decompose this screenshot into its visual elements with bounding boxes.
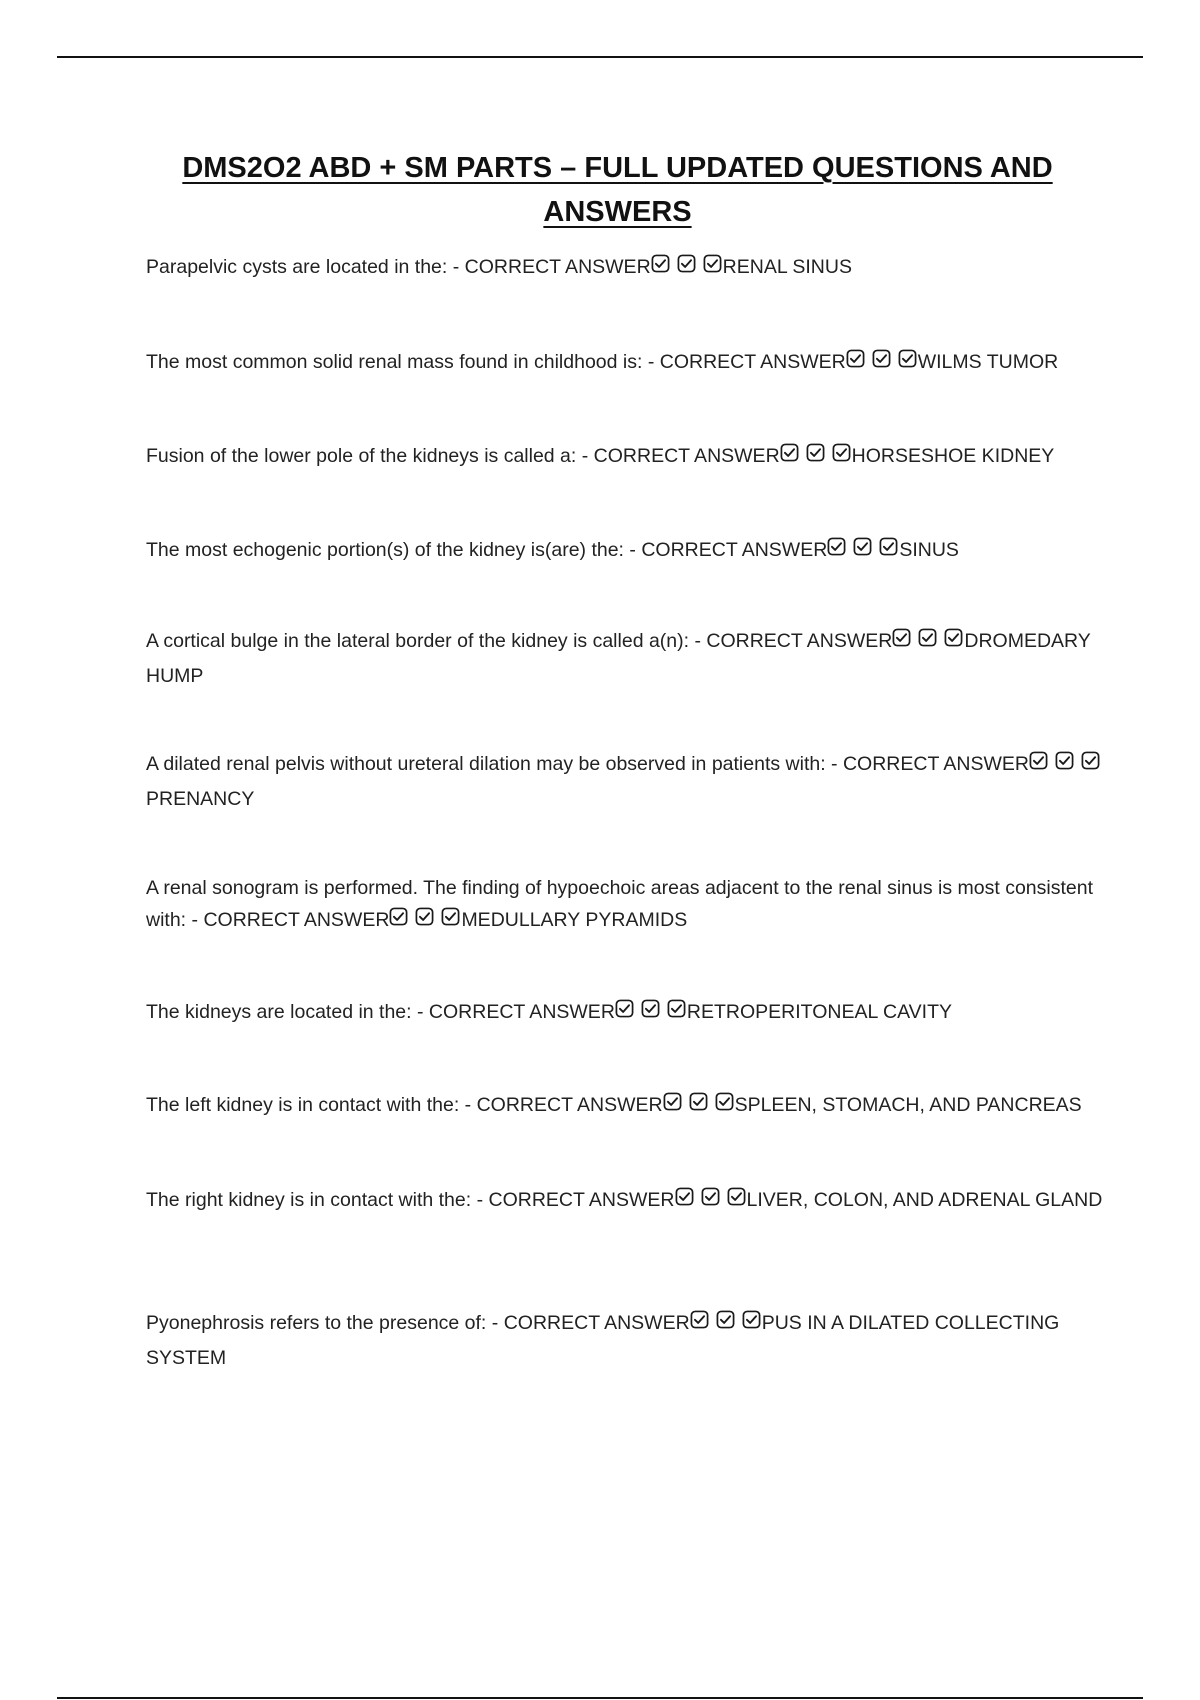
question-text: Parapelvic cysts are located in the: - (146, 256, 465, 278)
checkbox-checked-icon (441, 907, 460, 926)
answer-text: RENAL SINUS (722, 256, 852, 278)
answer-text: LIVER, COLON, AND ADRENAL GLAND (746, 1189, 1103, 1211)
answer-checks (1029, 751, 1101, 783)
qa-item (146, 996, 1106, 1031)
document-title: DMS2O2 ABD + SM PARTS – FULL UPDATED QUESTIONS AND ANSWERS (182, 152, 1053, 228)
answer-label: CORRECT ANSWER (641, 539, 828, 561)
checkbox-checked-icon (892, 628, 911, 647)
answer-label: CORRECT ANSWER (706, 630, 893, 652)
checkbox-checked-icon (703, 254, 722, 273)
checkbox-checked-icon (1081, 751, 1100, 770)
question-text: Pyonephrosis refers to the presence of: - (146, 1312, 504, 1334)
checkbox-checked-icon (715, 1092, 734, 1111)
answer-text: SPLEEN, STOMACH, AND PANCREAS (734, 1094, 1082, 1116)
answer-text: PUS IN A DILATED COLLECTING SYSTEM (146, 1312, 1060, 1369)
qa-item (146, 251, 1106, 286)
answer-label: CORRECT ANSWER (203, 909, 390, 931)
answer-checks (389, 907, 461, 939)
answer-label: CORRECT ANSWER (659, 351, 846, 373)
checkbox-checked-icon (918, 628, 937, 647)
qa-item (146, 748, 1106, 815)
checkbox-checked-icon (832, 443, 851, 462)
checkbox-checked-icon (1055, 751, 1074, 770)
answer-checks (827, 537, 899, 569)
question-text: The most common solid renal mass found in childhood is: - (146, 351, 660, 373)
qa-item (146, 625, 1106, 692)
question-text: A cortical bulge in the lateral border of the kidney is called a(n): - (146, 630, 707, 652)
top-divider (57, 56, 1143, 58)
answer-text: PRENANCY (146, 788, 255, 810)
question-text: Fusion of the lower pole of the kidneys is called a: - (146, 445, 594, 467)
answer-label: CORRECT ANSWER (476, 1094, 663, 1116)
qa-item (146, 1089, 1106, 1124)
answer-checks (675, 1187, 747, 1219)
checkbox-checked-icon (641, 999, 660, 1018)
answer-label: CORRECT ANSWER (842, 753, 1029, 775)
checkbox-checked-icon (872, 349, 891, 368)
checkbox-checked-icon (853, 537, 872, 556)
question-text: The left kidney is in contact with the: - (146, 1094, 477, 1116)
answer-text: DROMEDARY HUMP (146, 630, 1091, 687)
checkbox-checked-icon (677, 254, 696, 273)
checkbox-checked-icon (879, 537, 898, 556)
checkbox-checked-icon (675, 1187, 694, 1206)
answer-checks (651, 254, 723, 286)
answer-checks (663, 1092, 735, 1124)
checkbox-checked-icon (806, 443, 825, 462)
qa-item (146, 534, 1106, 569)
checkbox-checked-icon (846, 349, 865, 368)
qa-item (146, 440, 1106, 475)
checkbox-checked-icon (415, 907, 434, 926)
qa-item (146, 1307, 1106, 1374)
checkbox-checked-icon (651, 254, 670, 273)
question-text: A renal sonogram is performed. The finding of hypoechoic areas adjacent to the renal sinus is most consistent with: - (146, 877, 1093, 931)
answer-text: HORSESHOE KIDNEY (851, 445, 1055, 467)
checkbox-checked-icon (898, 349, 917, 368)
question-text: The right kidney is in contact with the: - (146, 1189, 489, 1211)
checkbox-checked-icon (615, 999, 634, 1018)
checkbox-checked-icon (1029, 751, 1048, 770)
answer-label: CORRECT ANSWER (488, 1189, 675, 1211)
answer-text: WILMS TUMOR (917, 351, 1059, 373)
answer-checks (892, 628, 964, 660)
checkbox-checked-icon (716, 1310, 735, 1329)
checkbox-checked-icon (701, 1187, 720, 1206)
bottom-divider (57, 1697, 1143, 1699)
checkbox-checked-icon (663, 1092, 682, 1111)
qa-item (146, 872, 1106, 939)
question-text: The most echogenic portion(s) of the kidney is(are) the: - (146, 539, 642, 561)
checkbox-checked-icon (780, 443, 799, 462)
checkbox-checked-icon (742, 1310, 761, 1329)
answer-label: CORRECT ANSWER (593, 445, 780, 467)
checkbox-checked-icon (944, 628, 963, 647)
answer-checks (780, 443, 852, 475)
checkbox-checked-icon (389, 907, 408, 926)
question-text: The kidneys are located in the: - (146, 1001, 429, 1023)
answer-text: RETROPERITONEAL CAVITY (686, 1001, 953, 1023)
checkbox-checked-icon (689, 1092, 708, 1111)
answer-label: CORRECT ANSWER (503, 1312, 690, 1334)
qa-item (146, 1184, 1106, 1219)
checkbox-checked-icon (827, 537, 846, 556)
answer-text: SINUS (899, 539, 959, 561)
answer-text: MEDULLARY PYRAMIDS (461, 909, 688, 931)
checkbox-checked-icon (690, 1310, 709, 1329)
question-text: A dilated renal pelvis without ureteral dilation may be observed in patients with: - (146, 753, 843, 775)
answer-checks (846, 349, 918, 381)
qa-item (146, 346, 1106, 381)
answer-checks (690, 1310, 762, 1342)
answer-checks (615, 999, 687, 1031)
answer-label: CORRECT ANSWER (428, 1001, 615, 1023)
answer-label: CORRECT ANSWER (464, 256, 651, 278)
checkbox-checked-icon (727, 1187, 746, 1206)
checkbox-checked-icon (667, 999, 686, 1018)
